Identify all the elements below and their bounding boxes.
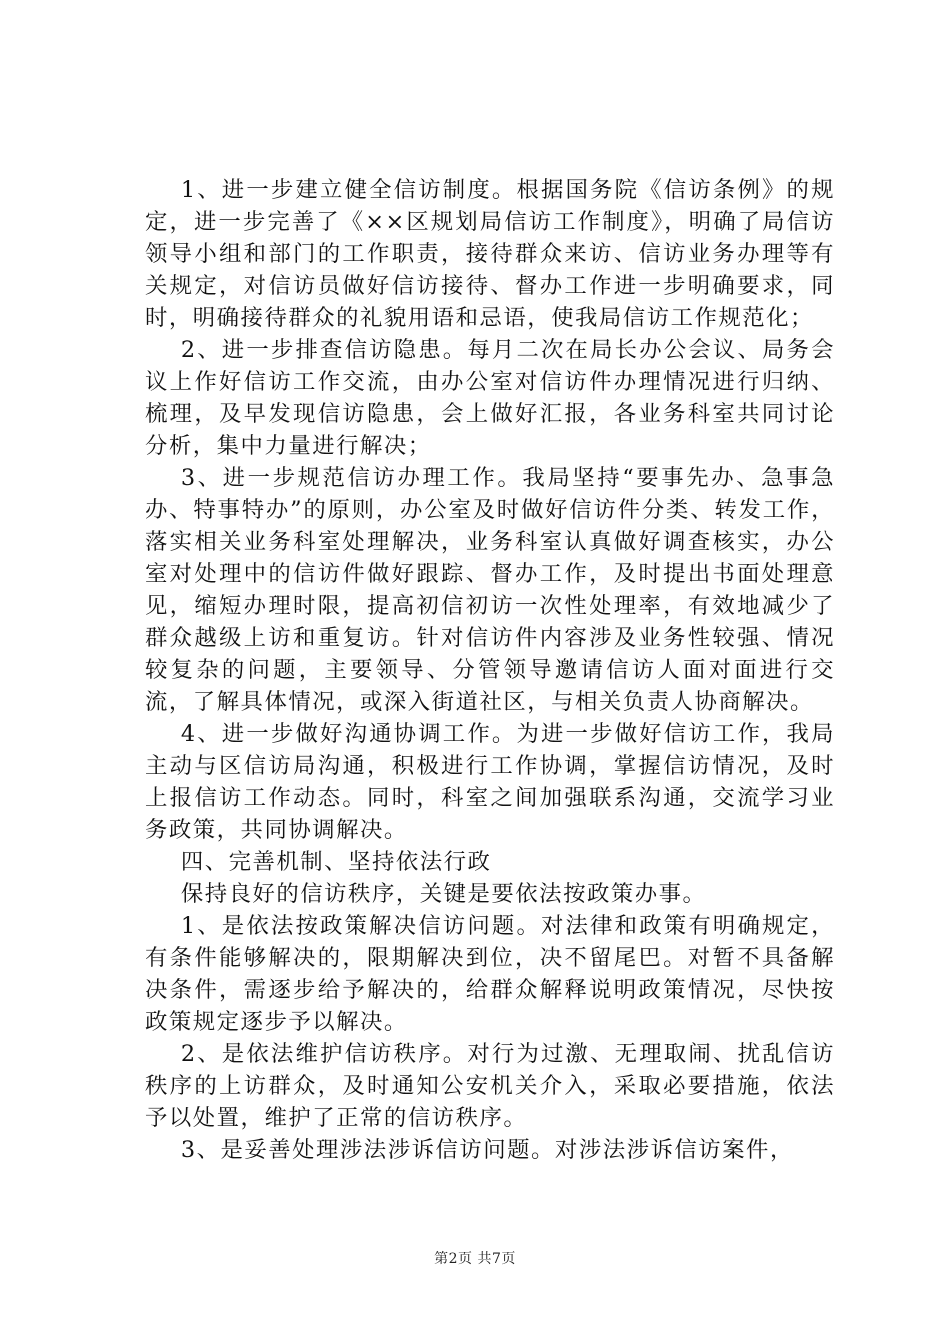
paragraph-item-4: 4、进一步做好沟通协调工作。为进一步做好信访工作，我局主动与区信访局沟通，积极进行工作协调，掌握信访情况，及时上报信访工作动态。同时，科室之间加强联系沟通，交流学习业务政策，共同协调解决。 (145, 721, 835, 843)
paragraph-law-2: 2、是依法维护信访秩序。对行为过激、无理取闹、扰乱信访秩序的上访群众，及时通知公安机关介入，采取必要措施，依法予以处置，维护了正常的信访秩序。 (145, 1041, 835, 1131)
section-heading: 四、完善机制、坚持依法行政 (180, 849, 492, 875)
section-intro: 保持良好的信访秩序，关键是要依法按政策办事。 (180, 881, 707, 907)
paragraph-item-1: 1、进一步建立健全信访制度。根据国务院《信访条例》的规定，进一步完善了《××区规划局信访工作制度》，明确了局信访领导小组和部门的工作职责，接待群众来访、信访业务办理等有关规定，对信访员做好信访接待、督办工作进一步明确要求，同时，明确接待群众的礼貌用语和忌语，使我局信访工作规范化； (145, 177, 835, 331)
paragraph-item-2: 2、进一步排查信访隐患。每月二次在局长办公会议、局务会议上作好信访工作交流，由办公室对信访件办理情况进行归纳、梳理，及早发现信访隐患，会上做好汇报，各业务科室共同讨论分析，集中力量进行解决； (145, 337, 835, 459)
paragraph-law-1: 1、是依法按政策解决信访问题。对法律和政策有明确规定，有条件能够解决的，限期解决到位，决不留尾巴。对暂不具备解决条件，需逐步给予解决的，给群众解释说明政策情况，尽快按政策规定逐步予以解决。 (145, 913, 835, 1035)
paragraph-item-3: 3、进一步规范信访办理工作。我局坚持“要事先办、急事急办、特事特办”的原则，办公室及时做好信访件分类、转发工作，落实相关业务科室处理解决，业务科室认真做好调查核实，办公室对处理中的信访件做好跟踪、督办工作，及时提出书面处理意见，缩短办理时限，提高初信初访一次性处理率，有效地减少了群众越级上访和重复访。针对信访件内容涉及业务性较强、情况较复杂的问题，主要领导、分管领导邀请信访人面对面进行交流，了解具体情况，或深入街道社区，与相关负责人协商解决。 (145, 465, 835, 715)
page-number-footer: 第2页 共7页 (434, 1251, 516, 1267)
document-body (145, 174, 835, 1166)
paragraph-law-3: 3、是妥善处理涉法涉诉信访问题。对涉法涉诉信访案件， (180, 1137, 794, 1163)
